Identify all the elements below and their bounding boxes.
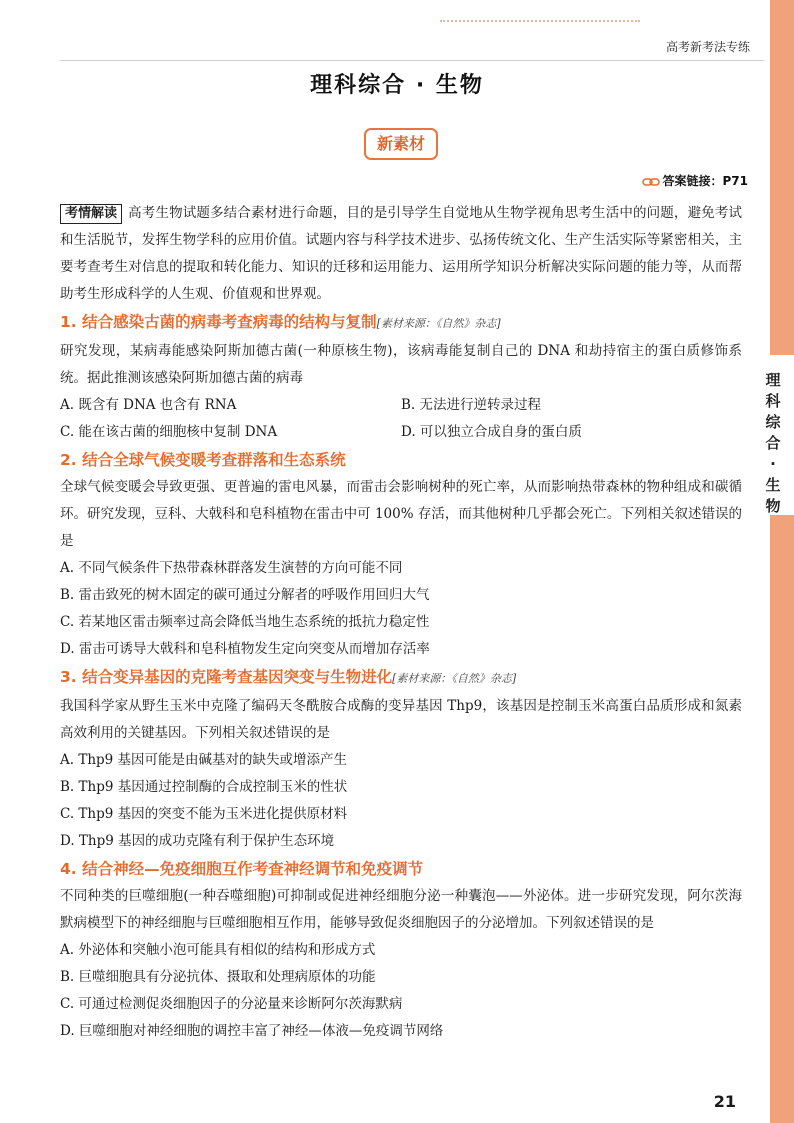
answer-link[interactable] bbox=[642, 172, 749, 189]
page-number: 21 bbox=[713, 1092, 736, 1111]
question-2 bbox=[60, 446, 742, 663]
side-tab bbox=[752, 370, 794, 517]
header-divider bbox=[60, 60, 764, 61]
side-color-strip bbox=[770, 0, 794, 1123]
option-list bbox=[60, 392, 742, 446]
question-1 bbox=[60, 308, 742, 446]
option-b[interactable]: B. 巨噬细胞具有分泌抗体、摄取和处理病原体的功能 bbox=[60, 969, 376, 985]
question-heading: 2. 结合全球气候变暖考查群落和生态系统 bbox=[60, 451, 346, 469]
option-d[interactable]: D. 雷击可诱导大戟科和皂科植物发生定向突变从而增加存活率 bbox=[60, 641, 430, 657]
question-source: [素材来源：《自然》杂志] bbox=[392, 672, 517, 685]
question-stem: 我国科学家从野生玉米中克隆了编码天冬酰胺合成酶的变异基因 Thp9，该基因是控制玉米高蛋白品质形成和氮素高效利用的关键基因。下列相关叙述错误的是 bbox=[60, 698, 742, 741]
question-source: [素材来源：《自然》杂志] bbox=[376, 317, 501, 330]
question-4 bbox=[60, 855, 742, 1045]
option-b[interactable]: B. 雷击致死的树木固定的碳可通过分解者的呼吸作用回归大气 bbox=[60, 587, 430, 603]
side-tab-label: 理科综合·生物 bbox=[765, 371, 781, 515]
intro-badge: 考情解读 bbox=[60, 204, 122, 224]
question-stem: 不同种类的巨噬细胞(一种吞噬细胞)可抑制或促进神经细胞分泌一种囊泡——外泌体。进一步研究发现，阿尔茨海默病模型下的神经细胞与巨噬细胞相互作用，能够导致促炎细胞因子的分泌增加。下列叙述错误的是 bbox=[60, 888, 742, 931]
option-c[interactable]: C. Thp9 基因的突变不能为玉米进化提供原材料 bbox=[60, 806, 348, 822]
option-a[interactable]: A. 既含有 DNA 也含有 RNA bbox=[60, 397, 237, 413]
main-content bbox=[60, 200, 742, 1045]
option-b[interactable]: B. Thp9 基因通过控制酶的合成控制玉米的性状 bbox=[60, 779, 348, 795]
question-stem: 研究发现，某病毒能感染阿斯加德古菌(一种原核生物)，该病毒能复制自己的 DNA 和劫持宿主的蛋白质修饰系统。据此推测该感染阿斯加德古菌的病毒 bbox=[60, 343, 742, 386]
option-d[interactable]: D. Thp9 基因的成功克隆有利于保护生态环境 bbox=[60, 833, 335, 849]
page-title: 理科综合 · 生物 bbox=[310, 73, 484, 98]
question-3 bbox=[60, 663, 742, 855]
option-a[interactable]: A. 外泌体和突触小泡可能具有相似的结构和形成方式 bbox=[60, 942, 376, 958]
intro-text: 高考生物试题多结合素材进行命题，目的是引导学生自觉地从生物学视角思考生活中的问题，避免考试和生活脱节，发挥生物学科的应用价值。试题内容与科学技术进步、弘扬传统文化、生产生活实际等紧密相关，主要考查考生对信息的提取和转化能力、知识的迁移和运用能力、运用所学知识分析解决实际问题的能力等，从而帮助考生形成科学的人生观、价值观和世界观。 bbox=[60, 205, 742, 302]
series-label: 高考新考法专练 bbox=[665, 40, 750, 54]
question-stem: 全球气候变暖会导致更强、更普遍的雷电风暴，而雷击会影响树种的死亡率，从而影响热带森林的物种组成和碳循环。研究发现，豆科、大戟科和皂科植物在雷击中可 100% 存活，而其他树种几乎都会死亡。下列相关叙述错误的是 bbox=[60, 479, 742, 549]
option-c[interactable]: C. 能在该古菌的细胞核中复制 DNA bbox=[60, 424, 278, 440]
option-a[interactable]: A. 不同气候条件下热带森林群落发生演替的方向可能不同 bbox=[60, 560, 403, 576]
link-icon bbox=[642, 177, 660, 187]
question-heading: 1. 结合感染古菌的病毒考查病毒的结构与复制[素材来源：《自然》杂志] bbox=[60, 313, 501, 331]
new-material-tag: 新素材 bbox=[364, 128, 438, 160]
top-decoration bbox=[440, 20, 640, 24]
option-a[interactable]: A. Thp9 基因可能是由碱基对的缺失或增添产生 bbox=[60, 752, 348, 768]
question-heading: 4. 结合神经—免疫细胞互作考查神经调节和免疫调节 bbox=[60, 860, 424, 878]
option-d[interactable]: D. 可以独立合成自身的蛋白质 bbox=[401, 424, 582, 440]
question-heading: 3. 结合变异基因的克隆考查基因突变与生物进化[素材来源：《自然》杂志] bbox=[60, 668, 517, 686]
option-c[interactable]: C. 可通过检测促炎细胞因子的分泌量来诊断阿尔茨海默病 bbox=[60, 996, 403, 1012]
option-d[interactable]: D. 巨噬细胞对神经细胞的调控丰富了神经—体液—免疫调节网络 bbox=[60, 1023, 444, 1039]
intro-paragraph bbox=[60, 200, 742, 308]
option-b[interactable]: B. 无法进行逆转录过程 bbox=[401, 397, 542, 413]
answer-link-text: 答案链接：P71 bbox=[662, 174, 748, 188]
option-c[interactable]: C. 若某地区雷击频率过高会降低当地生态系统的抵抗力稳定性 bbox=[60, 614, 430, 630]
